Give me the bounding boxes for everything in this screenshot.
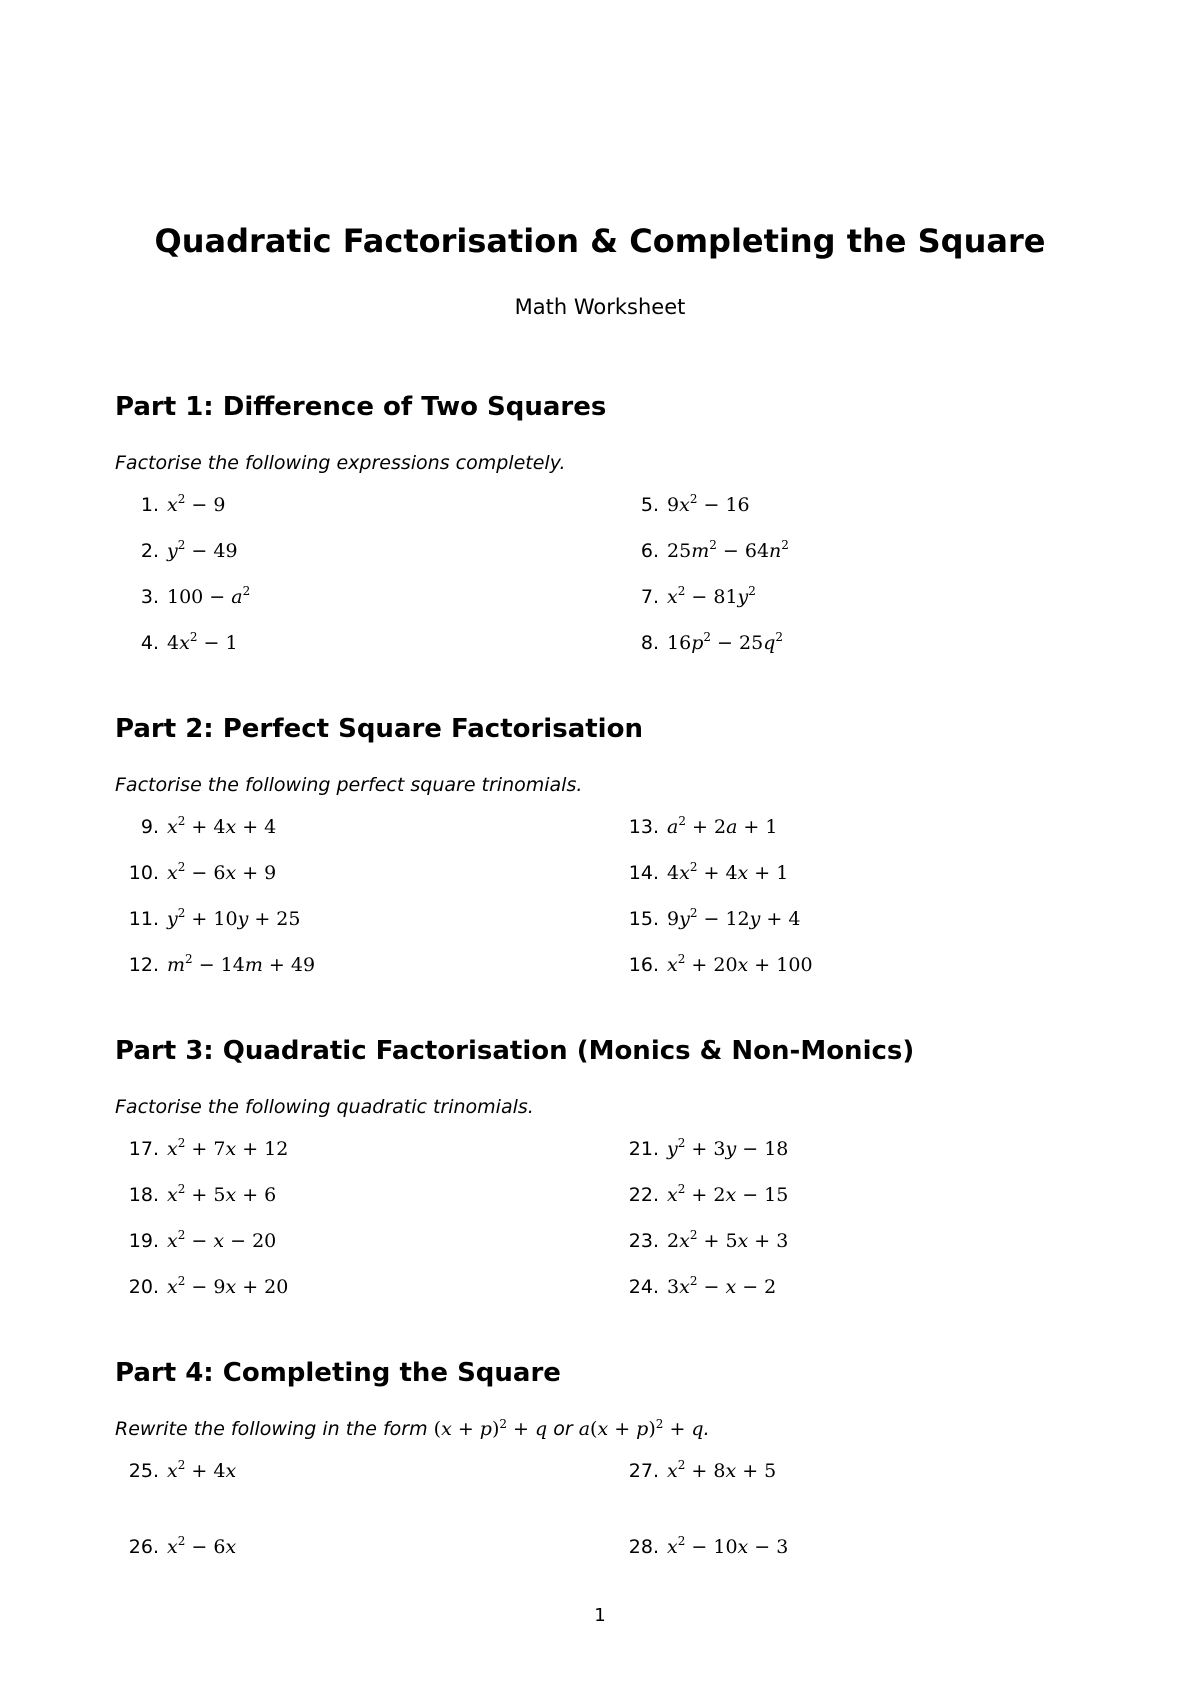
problem-item (615, 1272, 776, 1302)
problem-number: 7. (640, 586, 659, 608)
problem-expression: $x^2 + 4x + 4$ (167, 814, 277, 838)
problem-item (115, 904, 300, 934)
problem-expression: $x^2 - 81y^2$ (667, 584, 756, 608)
section-instruction: Factorise the following perfect square trinomials. (115, 774, 583, 796)
problem-number: 23. (628, 1230, 659, 1252)
instruction-form-1: $(x + p)^2 + q$ (433, 1417, 548, 1440)
problem-expression: $x^2 + 5x + 6$ (167, 1182, 277, 1206)
section-part-2 (115, 712, 1115, 980)
problem-item (615, 628, 783, 658)
problem-number: 8. (640, 632, 659, 654)
problem-expression: $100 - a^2$ (167, 584, 251, 608)
problem-item (615, 1134, 788, 1164)
instruction-connector: or (547, 1418, 579, 1440)
problem-number: 5. (640, 494, 659, 516)
problem-number: 18. (128, 1184, 159, 1206)
problem-expression: $9x^2 - 16$ (667, 492, 750, 516)
page-title: Quadratic Factorisation & Completing the Square (154, 222, 1046, 260)
problem-item (615, 490, 750, 520)
problem-expression: $a^2 + 2a + 1$ (667, 814, 778, 838)
problem-number: 20. (128, 1276, 159, 1298)
problem-item (115, 628, 238, 658)
problem-item (615, 950, 813, 980)
problem-expression: $4x^2 + 4x + 1$ (667, 860, 789, 884)
problem-item (115, 1226, 276, 1256)
problem-number: 26. (128, 1536, 159, 1558)
problem-expression: $y^2 - 49$ (167, 538, 238, 562)
problem-expression: $x^2 + 20x + 100$ (667, 952, 813, 976)
problem-item (615, 1180, 788, 1210)
problem-item (615, 1226, 788, 1256)
problem-expression: $x^2 + 7x + 12$ (167, 1136, 289, 1160)
problem-item (115, 1134, 288, 1164)
problem-expression: $x^2 - 10x - 3$ (667, 1534, 789, 1558)
problem-grid (115, 1456, 1115, 1562)
problem-number: 17. (128, 1138, 159, 1160)
instruction-form-2: $a(x + p)^2 + q$ (578, 1417, 704, 1440)
problem-number: 11. (128, 908, 159, 930)
problem-number: 14. (628, 862, 659, 884)
problem-item (115, 1532, 236, 1562)
problem-grid (115, 812, 1115, 980)
problem-expression: $16p^2 - 25q^2$ (667, 630, 783, 654)
section-instruction: Factorise the following expressions completely. (115, 452, 566, 474)
problem-number: 16. (628, 954, 659, 976)
problem-number: 4. (140, 632, 159, 654)
problem-item (615, 582, 756, 612)
problem-number: 1. (140, 494, 159, 516)
section-instruction (115, 1416, 1115, 1442)
problem-item (115, 536, 238, 566)
problem-number: 3. (140, 586, 159, 608)
problem-number: 21. (628, 1138, 659, 1160)
problem-number: 24. (628, 1276, 659, 1298)
problem-grid (115, 1134, 1115, 1302)
problem-item (615, 904, 800, 934)
section-heading: Part 1: Difference of Two Squares (115, 392, 607, 422)
page-number: 1 (594, 1605, 606, 1626)
problem-expression: $x^2 - 6x + 9$ (167, 860, 277, 884)
problem-number: 12. (128, 954, 159, 976)
problem-number: 19. (128, 1230, 159, 1252)
problem-expression: $2x^2 + 5x + 3$ (667, 1228, 789, 1252)
problem-item (615, 858, 788, 888)
problem-number: 27. (628, 1460, 659, 1482)
problem-number: 2. (140, 540, 159, 562)
problem-number: 6. (640, 540, 659, 562)
instruction-end: . (703, 1418, 710, 1440)
section-part-4 (115, 1356, 1115, 1562)
problem-item (115, 1272, 288, 1302)
problem-expression: $9y^2 - 12y + 4$ (667, 906, 801, 930)
problem-number: 22. (628, 1184, 659, 1206)
problem-expression: $x^2 - 6x$ (167, 1534, 237, 1558)
problem-number: 10. (128, 862, 159, 884)
problem-expression: $4x^2 - 1$ (167, 630, 238, 654)
problem-expression: $3x^2 - x - 2$ (667, 1274, 777, 1298)
problem-item (115, 490, 225, 520)
page-subtitle: Math Worksheet (514, 295, 686, 319)
problem-item (115, 812, 276, 842)
problem-number: 13. (628, 816, 659, 838)
problem-item (615, 536, 789, 566)
problem-expression: $y^2 + 3y - 18$ (667, 1136, 789, 1160)
problem-grid (115, 490, 1115, 658)
problem-number: 25. (128, 1460, 159, 1482)
problem-expression: $x^2 + 2x - 15$ (667, 1182, 789, 1206)
problem-expression: $x^2 - 9$ (167, 492, 226, 516)
problem-item (115, 1456, 236, 1486)
problem-expression: $25m^2 - 64n^2$ (667, 538, 789, 562)
problem-expression: $x^2 + 4x$ (167, 1458, 237, 1482)
problem-expression: $x^2 - 9x + 20$ (167, 1274, 289, 1298)
problem-item (115, 858, 276, 888)
section-part-3 (115, 1034, 1115, 1302)
problem-expression: $y^2 + 10y + 25$ (167, 906, 301, 930)
problem-expression: $m^2 - 14m + 49$ (167, 952, 316, 976)
section-heading: Part 2: Perfect Square Factorisation (115, 714, 643, 744)
section-instruction: Factorise the following quadratic trinomials. (115, 1096, 534, 1118)
section-heading: Part 4: Completing the Square (115, 1358, 561, 1388)
problem-number: 15. (628, 908, 659, 930)
section-heading: Part 3: Quadratic Factorisation (Monics & Non-Monics) (115, 1036, 915, 1066)
problem-item (615, 812, 777, 842)
problem-expression: $x^2 - x - 20$ (167, 1228, 277, 1252)
instruction-lead: Rewrite the following in the form (115, 1418, 434, 1440)
problem-expression: $x^2 + 8x + 5$ (667, 1458, 777, 1482)
problem-number: 28. (628, 1536, 659, 1558)
problem-item (115, 1180, 276, 1210)
problem-item (115, 950, 315, 980)
problem-item (115, 582, 250, 612)
problem-number: 9. (140, 816, 159, 838)
section-part-1 (115, 390, 1115, 658)
problem-item (615, 1532, 788, 1562)
problem-item (615, 1456, 776, 1486)
